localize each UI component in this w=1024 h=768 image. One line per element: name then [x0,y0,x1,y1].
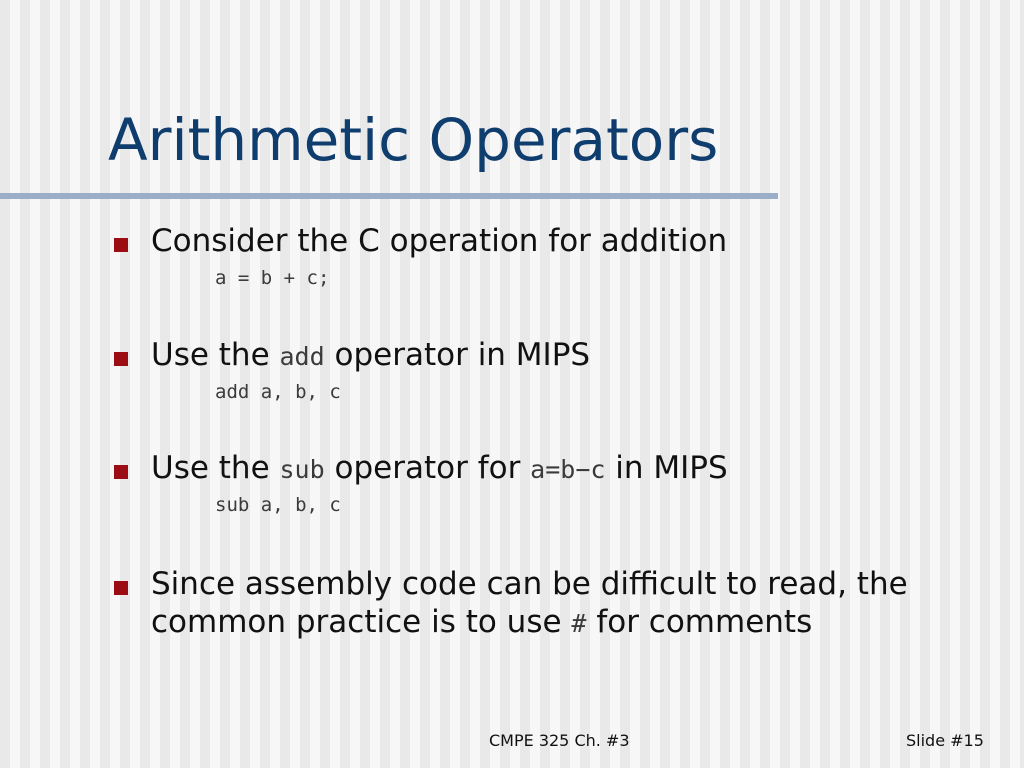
footer-slide-number: Slide #15 [906,731,984,750]
bullet-text [151,336,1001,376]
bullet-text-segment: operator in MIPS [324,337,591,373]
bullet-marker [114,581,128,595]
bullet-text [151,449,1001,489]
bullet-text [151,222,1001,260]
inline-code: sub [279,455,325,484]
bullet-text-segment: Use the [151,450,280,486]
code-example: a = b + c; [215,267,330,289]
bullet-text-segment: Use the [151,337,280,373]
bullet-text-segment: Since assembly code can be difficult to read, the common practice is to use [151,566,908,640]
code-example: sub a, b, c [215,494,341,516]
slide-title: Arithmetic Operators [108,106,719,174]
inline-code: add [279,342,325,371]
bullet-text-segment: for comments [586,604,813,640]
bullet-text-segment: Consider the C operation for addition [151,223,728,259]
bullet-text [151,565,1001,643]
bullet-text-segment: operator for [324,450,531,486]
inline-code: a=b−c [530,455,606,484]
bullet-text-segment: in MIPS [605,450,728,486]
bullet-marker [114,465,128,479]
footer-course: CMPE 325 Ch. #3 [489,731,630,750]
code-example: add a, b, c [215,381,341,403]
bullet-marker [114,238,128,252]
bullet-marker [114,352,128,366]
inline-code: # [571,609,587,638]
